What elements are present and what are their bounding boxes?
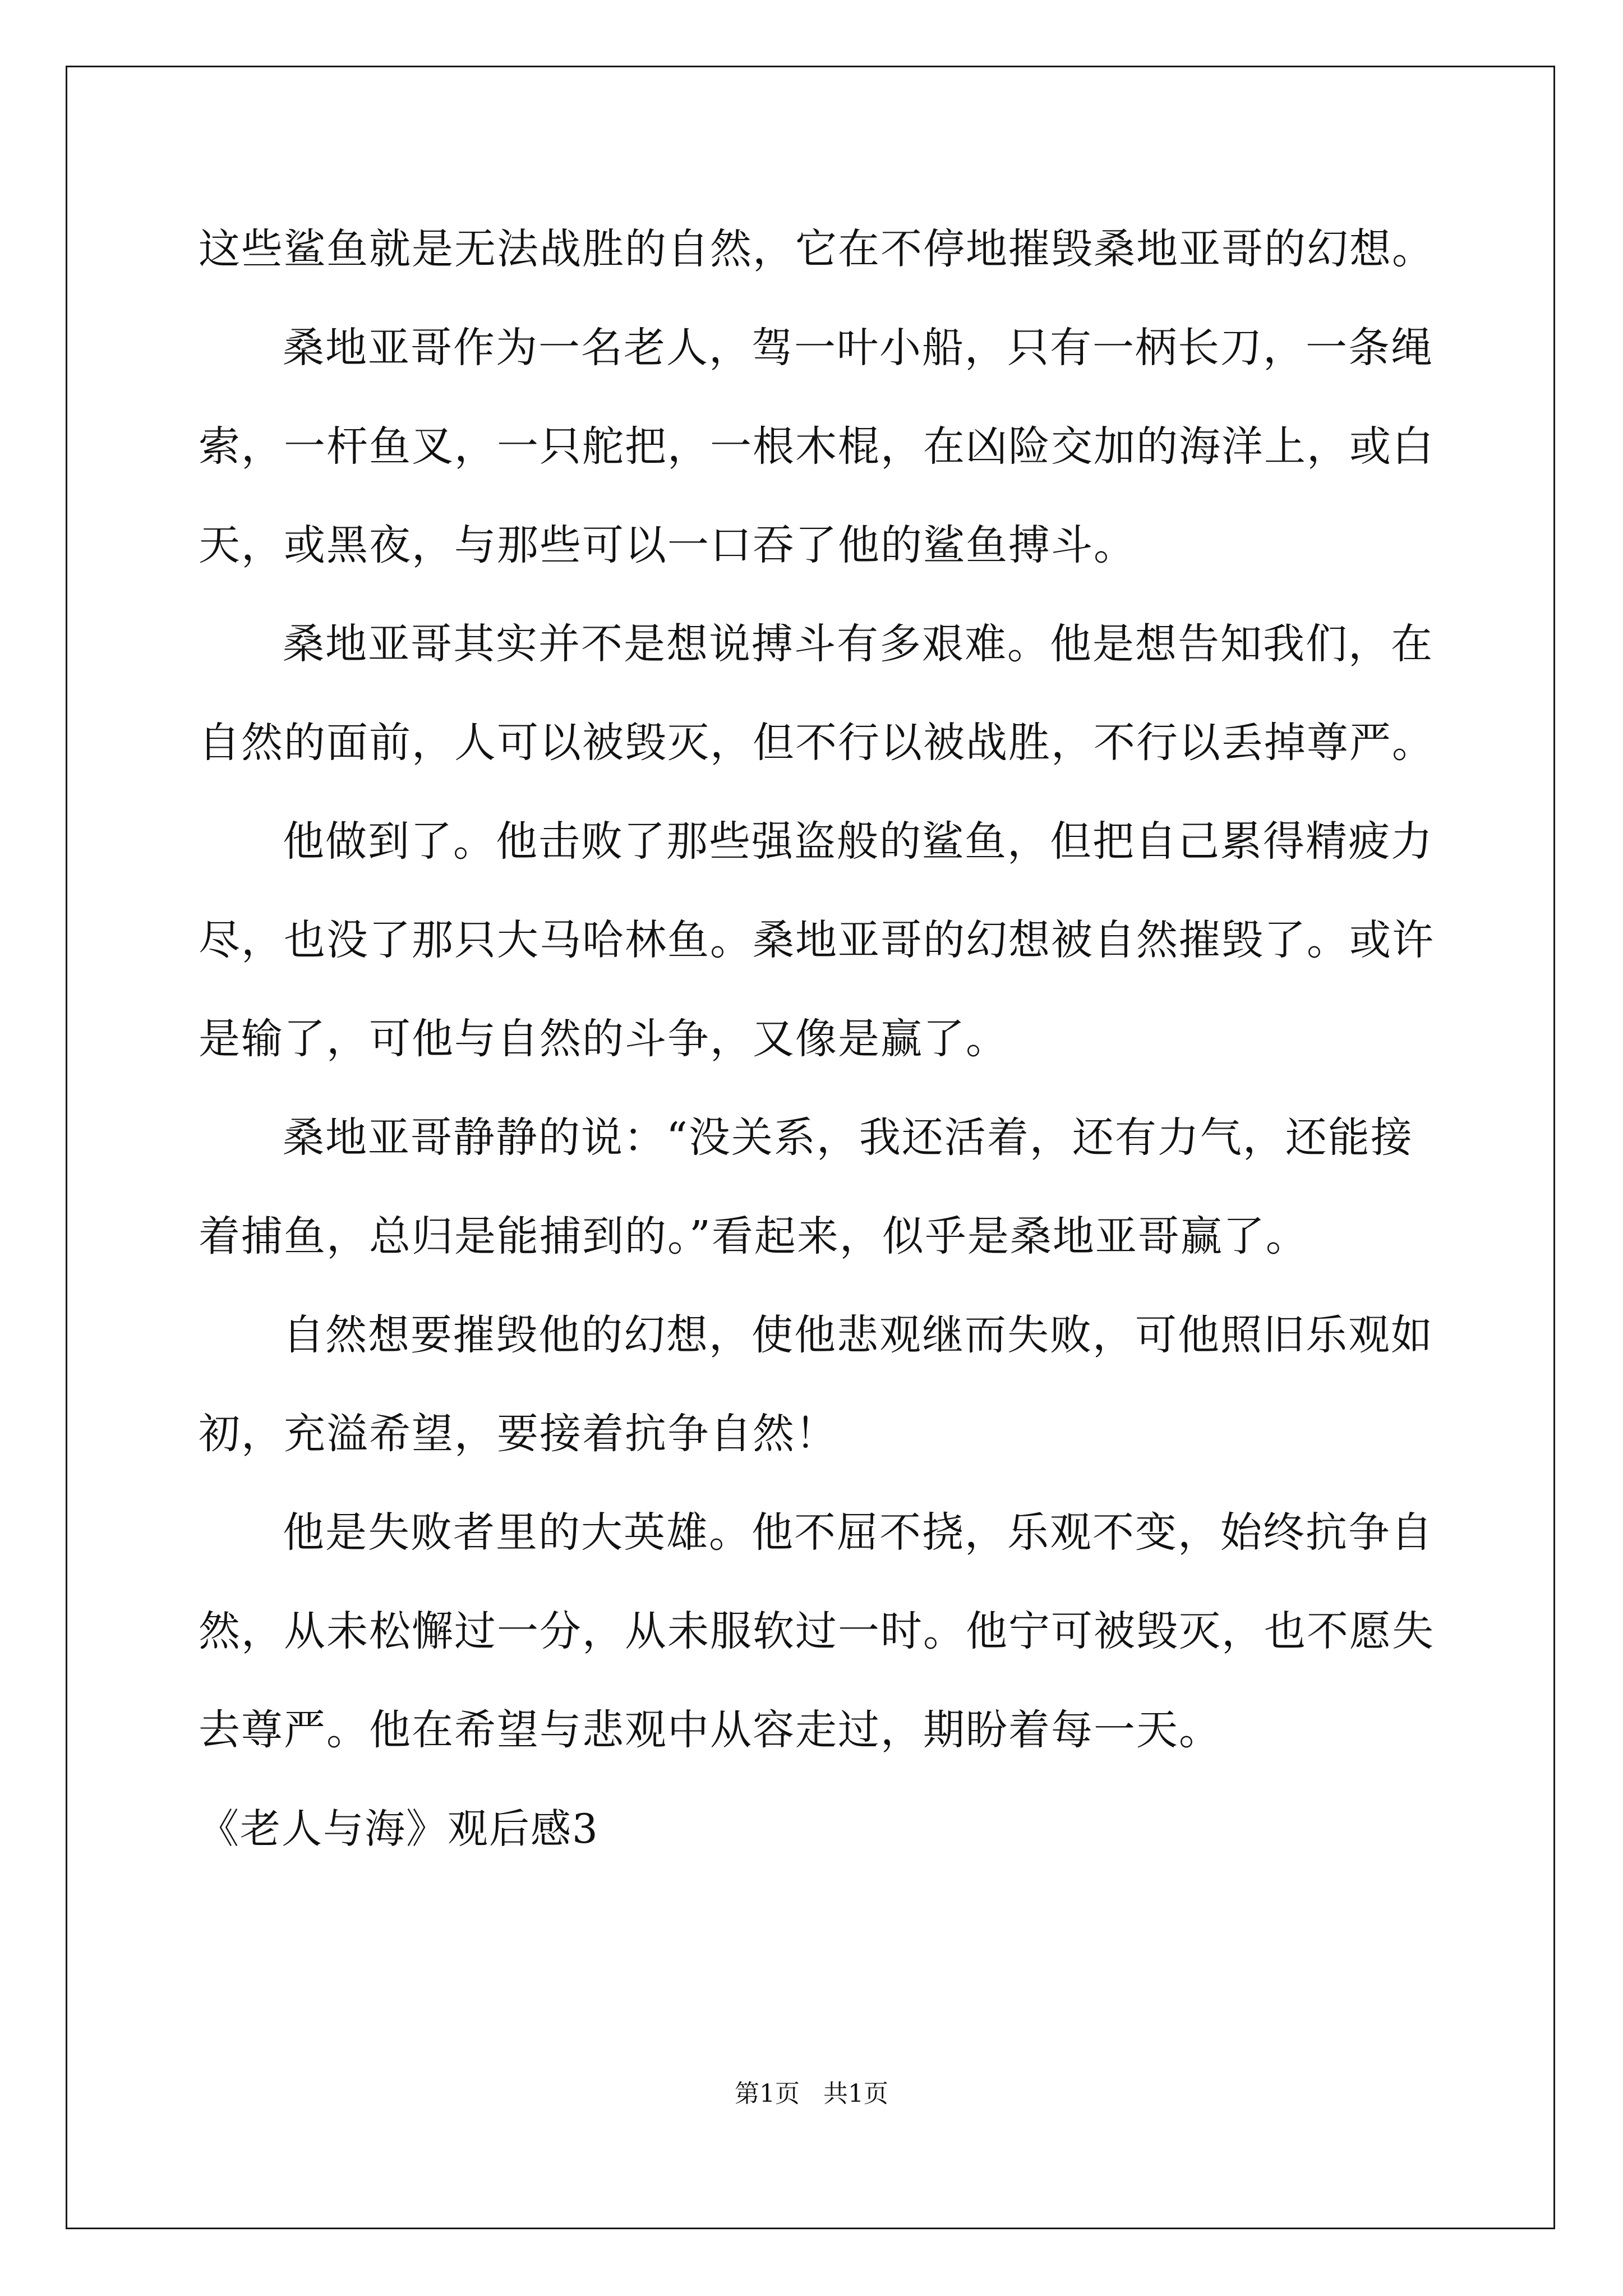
paragraph-6: 自然想要摧毁他的幻想，使他悲观继而失败，可他照旧乐观如初，充溢希望，要接着抗争自然！ [199, 1311, 1433, 1458]
paragraph-1: 这些鲨鱼就是无法战胜的自然，它在不停地摧毁桑地亚哥的幻想。 [199, 225, 1435, 273]
paragraph-4: 他做到了。他击败了那些强盗般的鲨鱼，但把自己累得精疲力尽，也没了那只大马哈林鱼。桑地亚哥的幻想被自然摧毁了。或许是输了，可他与自然的斗争，又像是赢了。 [199, 817, 1435, 1063]
section-title: 《老人与海》观后感3 [199, 1805, 599, 1852]
paragraph-2: 桑地亚哥作为一名老人，驾一叶小船，只有一柄长刀，一条绳索，一杆鱼叉，一只舵把，一根木棍，在凶险交加的海洋上，或白天，或黑夜，与那些可以一口吞了他的鲨鱼搏斗。 [199, 324, 1435, 569]
paragraph-5: 桑地亚哥静静的说：“没关系，我还活着，还有力气，还能接着捕鱼，总归是能捕到的。”看起来，似乎是桑地亚哥赢了。 [199, 1114, 1413, 1260]
document-body [199, 200, 1455, 1878]
page-total: 共1页 [823, 2079, 888, 2108]
paragraph-7: 他是失败者里的大英雄。他不屈不挠，乐观不变，始终抗争自然，从未松懈过一分，从未服软过一时。他宁可被毁灭，也不愿失去尊严。他在希望与悲观中从容走过，期盼着每一天。 [199, 1508, 1435, 1754]
page-footer [0, 2073, 1623, 2109]
page-number: 第1页 [735, 2079, 800, 2108]
paragraph-3: 桑地亚哥其实并不是想说搏斗有多艰难。他是想告知我们，在自然的面前，人可以被毁灭，但不行以被战胜，不行以丢掉尊严。 [199, 620, 1435, 767]
